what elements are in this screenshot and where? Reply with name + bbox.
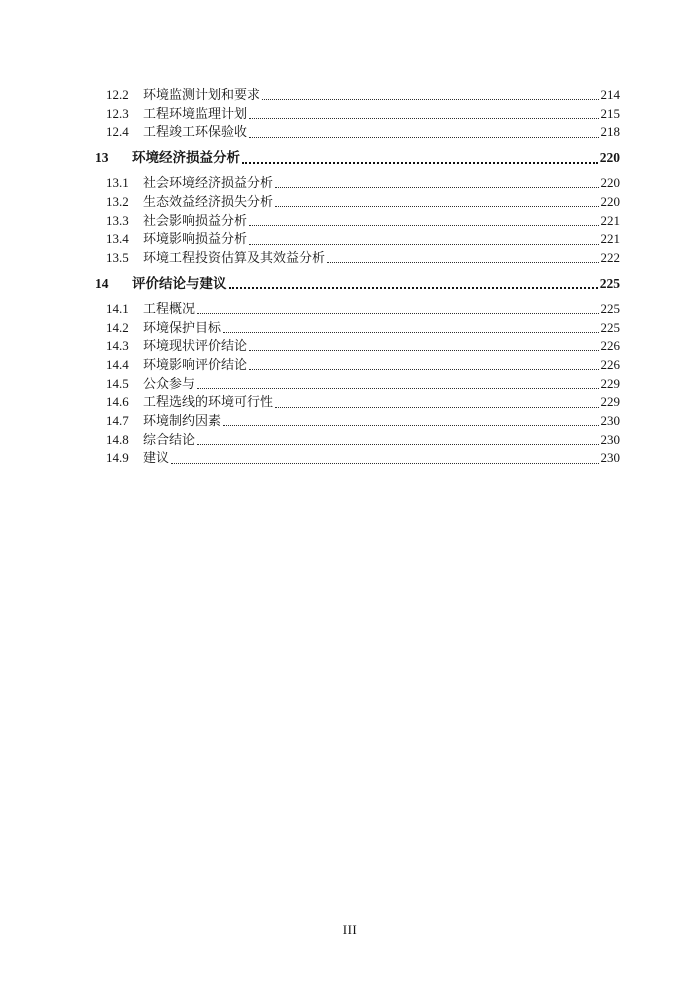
toc-entry-page: 225: [600, 300, 620, 316]
toc-entry: [0, 275, 700, 294]
toc-entry-title: 环境工程投资估算及其效益分析: [143, 250, 326, 265]
dot-leader: [197, 388, 598, 389]
toc-entry-title: 工程环境监理计划: [143, 105, 248, 121]
toc-entry: [0, 212, 700, 231]
toc-entry-page: 220: [600, 193, 620, 209]
dot-leader: [197, 313, 598, 314]
toc-entry: [0, 123, 700, 142]
toc-entry-number: 12.4: [106, 124, 129, 140]
toc-entry-number: 13.2: [106, 193, 129, 209]
toc-entry: [0, 431, 700, 450]
dot-leader: [242, 162, 598, 164]
toc-entry: [0, 86, 700, 105]
toc-entry-number: 14.9: [106, 450, 129, 466]
dot-leader: [229, 287, 598, 289]
toc-entry-page: 230: [600, 450, 620, 466]
toc-entry-number: 13: [95, 150, 109, 166]
toc-entry-page: 226: [600, 356, 620, 372]
toc-entry-title: 环境影响损益分析: [143, 231, 248, 247]
toc-entry-title: 环境经济损益分析: [132, 150, 240, 166]
dot-leader: [171, 463, 598, 464]
toc-entry-number: 13.5: [106, 250, 129, 265]
toc-entry-page: 215: [600, 105, 620, 121]
toc-entry: [0, 337, 700, 356]
toc-entry-page: 214: [600, 87, 620, 102]
dot-leader: [249, 350, 598, 351]
toc-entry: [0, 193, 700, 212]
toc-entry-number: 14.6: [106, 394, 129, 410]
toc-entry-title: 公众参与: [143, 375, 196, 391]
table-of-contents: [0, 86, 700, 468]
dot-leader: [249, 118, 598, 119]
toc-entry-title: 工程概况: [143, 300, 196, 316]
dot-leader: [262, 99, 598, 100]
toc-entry-title: 建议: [143, 450, 170, 466]
toc-entry: [0, 412, 700, 431]
toc-entry-page: 222: [600, 250, 620, 265]
toc-entry-number: 14.2: [106, 319, 129, 335]
toc-entry-page: 225: [599, 275, 620, 291]
dot-leader: [249, 244, 598, 245]
toc-entry: [0, 230, 700, 249]
dot-leader: [275, 206, 598, 207]
toc-entry-title: 环境监测计划和要求: [143, 87, 261, 102]
toc-entry-page: 218: [600, 124, 620, 140]
toc-entry-page: 230: [600, 413, 620, 428]
toc-entry-page: 220: [599, 150, 620, 166]
page-number-footer: III: [342, 922, 358, 937]
toc-entry-title: 环境影响评价结论: [143, 356, 248, 372]
toc-entry-number: 12.2: [106, 87, 129, 102]
dot-leader: [223, 425, 598, 426]
dot-leader: [249, 225, 598, 226]
toc-entry-number: 14: [95, 275, 109, 291]
toc-entry: [0, 300, 700, 319]
dot-leader: [327, 262, 598, 263]
dot-leader: [249, 369, 598, 370]
toc-entry-title: 生态效益经济损失分析: [143, 193, 274, 209]
toc-entry-number: 13.3: [106, 212, 129, 228]
toc-entry-title: 工程竣工环保验收: [143, 124, 248, 140]
toc-entry-number: 12.3: [106, 105, 129, 121]
toc-entry-title: 综合结论: [143, 431, 196, 447]
toc-entry-number: 14.4: [106, 356, 129, 372]
toc-entry-page: 226: [600, 338, 620, 354]
toc-entry: [0, 174, 700, 193]
toc-entry-page: 221: [600, 231, 620, 247]
toc-entry-page: 230: [600, 431, 620, 447]
toc-entry-page: 221: [600, 212, 620, 228]
toc-entry-page: 220: [600, 175, 620, 191]
toc-entry-number: 14.7: [106, 413, 129, 428]
toc-entry-title: 环境现状评价结论: [143, 338, 248, 354]
toc-entry: [0, 105, 700, 124]
toc-entry-page: 225: [600, 319, 620, 335]
toc-entry-title: 社会影响损益分析: [143, 212, 248, 228]
dot-leader: [275, 407, 598, 408]
toc-entry: [0, 375, 700, 394]
toc-entry-title: 环境制约因素: [143, 413, 222, 428]
toc-entry: [0, 449, 700, 468]
toc-entry-number: 14.1: [106, 300, 129, 316]
dot-leader: [249, 137, 598, 138]
toc-entry: [0, 393, 700, 412]
toc-entry: [0, 249, 700, 268]
dot-leader: [197, 444, 598, 445]
toc-entry-number: 14.8: [106, 431, 129, 447]
toc-entry-title: 工程选线的环境可行性: [143, 394, 274, 410]
dot-leader: [275, 187, 598, 188]
toc-entry-title: 社会环境经济损益分析: [143, 175, 274, 191]
dot-leader: [223, 332, 598, 333]
toc-entry-number: 13.1: [106, 175, 129, 191]
toc-entry: [0, 149, 700, 168]
toc-entry-number: 14.5: [106, 375, 129, 391]
toc-entry: [0, 319, 700, 338]
toc-entry-page: 229: [600, 394, 620, 410]
toc-entry-title: 环境保护目标: [143, 319, 222, 335]
toc-entry: [0, 356, 700, 375]
toc-entry-page: 229: [600, 375, 620, 391]
toc-entry-number: 14.3: [106, 338, 129, 354]
toc-entry-title: 评价结论与建议: [132, 275, 227, 291]
toc-entry-number: 13.4: [106, 231, 129, 247]
